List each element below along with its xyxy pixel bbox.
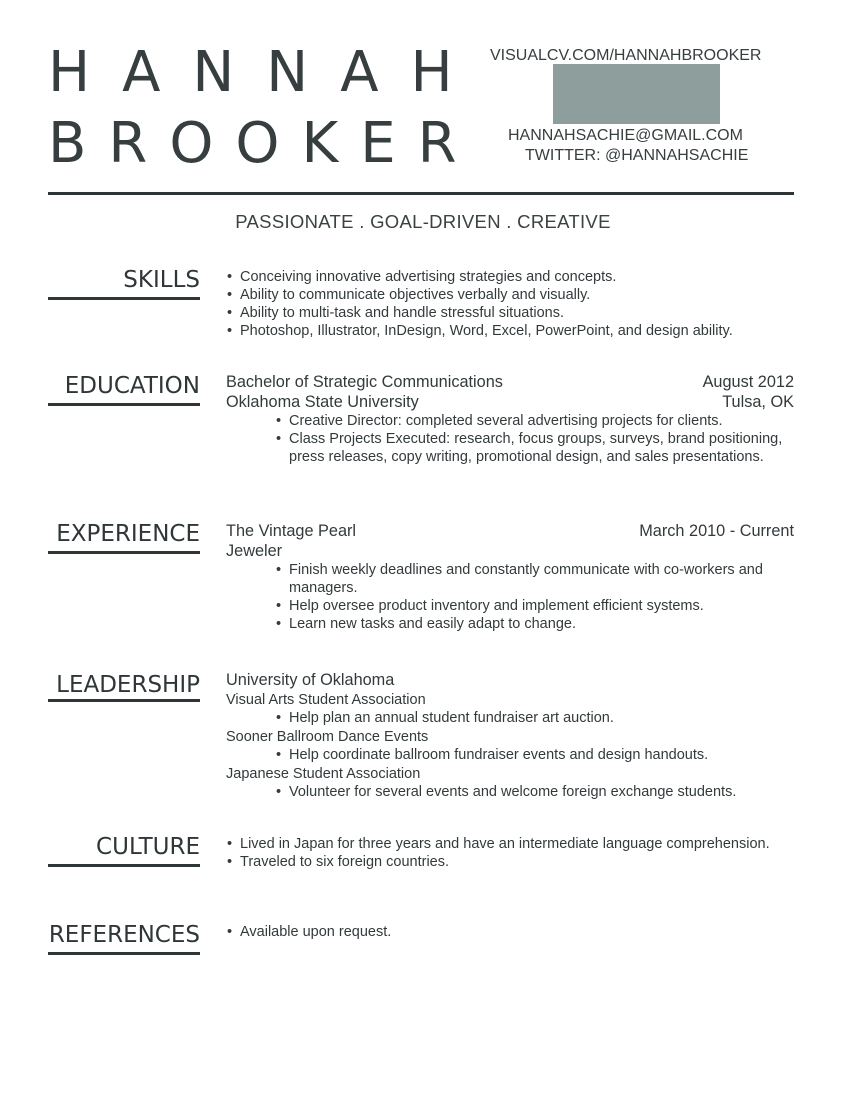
first-name: HANNAH (48, 40, 485, 105)
education-bullet: • Creative Director: completed several advertising projects for clients. (275, 412, 794, 430)
job-dates: March 2010 - Current (639, 522, 794, 540)
skill-item: • Conceiving innovative advertising strategies and concepts. (226, 268, 794, 286)
culture-rule (48, 864, 200, 867)
culture-item: • Lived in Japan for three years and have an intermediate language comprehension. (226, 835, 794, 853)
graduation-date: August 2012 (702, 373, 794, 391)
redaction-box (553, 64, 720, 124)
skills-heading: SKILLS (123, 267, 200, 293)
skills-rule (48, 297, 200, 300)
culture-list (226, 835, 794, 871)
education-bullet: • Class Projects Executed: research, focus groups, surveys, brand positioning, press releases, copy writing, promotional design, and sales presentations. (275, 430, 794, 466)
header-divider (48, 192, 794, 195)
school-name: Oklahoma State University (226, 393, 419, 411)
school-row (226, 392, 794, 412)
references-heading: REFERENCES (48, 922, 200, 948)
reference-item: • Available upon request. (226, 923, 794, 941)
education-rule (48, 403, 200, 406)
references-rule (48, 952, 200, 955)
tagline: PASSIONATE . GOAL-DRIVEN . CREATIVE (235, 211, 611, 232)
leadership-group: Japanese Student Association (226, 766, 421, 782)
leadership-org: University of Oklahoma (226, 671, 395, 689)
degree: Bachelor of Strategic Communications (226, 373, 503, 391)
school-location: Tulsa, OK (722, 393, 794, 411)
email-link[interactable]: HANNAHSACHIE@GMAIL.COM (508, 127, 743, 144)
skill-item: • Ability to communicate objectives verbally and visually. (226, 286, 794, 304)
job-role: Jeweler (226, 542, 283, 560)
experience-block (226, 521, 794, 633)
leadership-bullet: • Volunteer for several events and welcome foreign exchange students. (275, 783, 794, 801)
website-link[interactable]: VISUALCV.COM/HANNAHBROOKER (490, 47, 762, 64)
leadership-bullet: • Help coordinate ballroom fundraiser events and design handouts. (275, 746, 794, 764)
culture-heading: CULTURE (96, 834, 200, 860)
last-name: BROOKER (48, 111, 479, 176)
culture-item: • Traveled to six foreign countries. (226, 853, 794, 871)
degree-row (226, 372, 794, 392)
references-list (226, 923, 794, 941)
skills-list (226, 268, 794, 340)
leadership-heading: LEADERSHIP (56, 672, 200, 698)
experience-bullet: • Learn new tasks and easily adapt to change. (275, 615, 794, 633)
skill-item: • Photoshop, Illustrator, InDesign, Word, Excel, PowerPoint, and design ability. (226, 322, 794, 340)
experience-heading: EXPERIENCE (56, 521, 200, 547)
twitter-handle[interactable]: TWITTER: @HANNAHSACHIE (525, 147, 749, 164)
leadership-group: Visual Arts Student Association (226, 692, 426, 708)
job-row (226, 521, 794, 541)
company-name: The Vintage Pearl (226, 522, 357, 540)
experience-bullet: • Help oversee product inventory and implement efficient systems. (275, 597, 794, 615)
leadership-bullet: • Help plan an annual student fundraiser art auction. (275, 709, 794, 727)
leadership-group: Sooner Ballroom Dance Events (226, 729, 429, 745)
experience-rule (48, 551, 200, 554)
skill-item: • Ability to multi-task and handle stressful situations. (226, 304, 794, 322)
education-heading: EDUCATION (64, 373, 200, 399)
education-block (226, 372, 794, 466)
leadership-rule (48, 699, 200, 702)
leadership-block (226, 670, 794, 801)
experience-bullet: • Finish weekly deadlines and constantly communicate with co-workers and managers. (275, 561, 794, 597)
